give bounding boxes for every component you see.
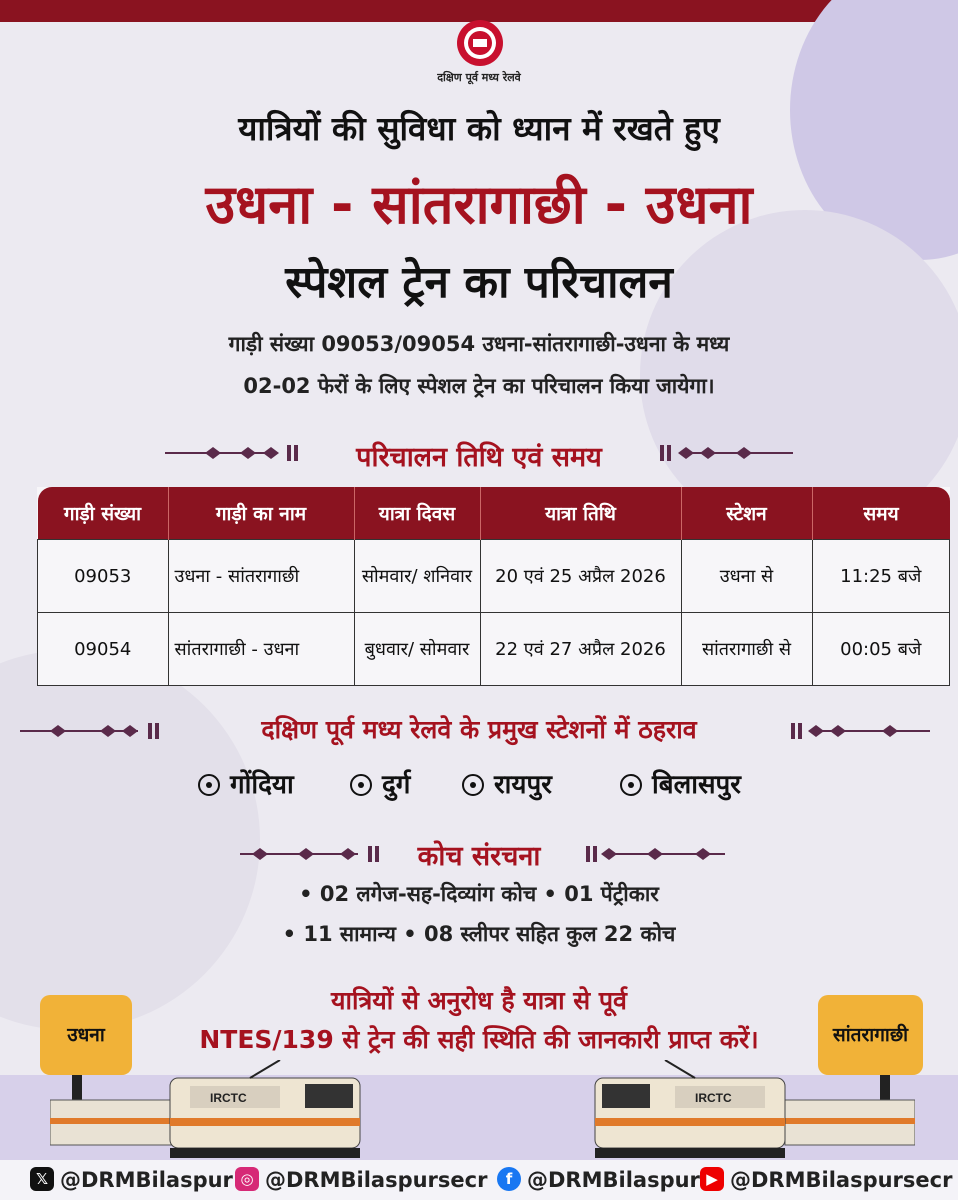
cell-station: सांतरागाछी से (681, 613, 812, 686)
cell-train-name: उधना - सांतरागाछी (168, 540, 354, 613)
list-item (620, 765, 741, 801)
cell-train-no: 09053 (38, 540, 169, 613)
ornament-right-icon (585, 846, 725, 862)
social-footer (0, 1160, 958, 1200)
cell-train-name: सांतरागाछी - उधना (168, 613, 354, 686)
x-icon: 𝕏 (30, 1167, 54, 1191)
table-row (38, 613, 950, 686)
table-row (38, 540, 950, 613)
cell-train-no: 09054 (38, 613, 169, 686)
x-handle: @DRMBilaspur (60, 1168, 233, 1192)
route-title: उधना - सांतरागाछी - उधना (205, 173, 753, 236)
facebook-icon: f (497, 1167, 521, 1191)
circle-bullet-icon (198, 774, 220, 796)
train-label: IRCTC (210, 1091, 247, 1105)
station-name: रायपुर (494, 770, 552, 800)
coach-line-2: • 11 सामान्य • 08 स्लीपर सहित कुल 22 कोच (282, 922, 676, 946)
header-travel-date: यात्रा तिथि (480, 487, 681, 540)
cell-travel-date: 20 एवं 25 अप्रैल 2026 (480, 540, 681, 613)
table-header-row (38, 487, 950, 540)
cell-time: 11:25 बजे (812, 540, 950, 613)
youtube-handle-link[interactable] (700, 1168, 952, 1193)
youtube-icon: ▶ (700, 1167, 724, 1191)
cell-travel-day: सोमवार/ शनिवार (354, 540, 480, 613)
destination-station-sign: सांतरागाछी (818, 995, 923, 1075)
schedule-title: परिचालन तिथि एवं समय (356, 442, 602, 473)
header-station: स्टेशन (681, 487, 812, 540)
youtube-handle: @DRMBilaspursecr (730, 1168, 953, 1192)
station-name: बिलासपुर (652, 770, 741, 800)
cell-time: 00:05 बजे (812, 613, 950, 686)
instagram-icon: ◎ (235, 1167, 259, 1191)
station-name: गोंदिया (230, 770, 294, 800)
facebook-handle: @DRMBilaspur (527, 1168, 700, 1192)
cell-travel-date: 22 एवं 27 अप्रैल 2026 (480, 613, 681, 686)
list-item (350, 765, 410, 801)
request-line-2: NTES/139 से ट्रेन की सही स्थिति की जानकारी प्राप्त करें। (199, 1025, 759, 1054)
header-train-no: गाड़ी संख्या (38, 487, 169, 540)
train-locomotive-icon (585, 1060, 915, 1160)
description-line-2: 02-02 फेरों के लिए स्पेशल ट्रेन का परिचालन किया जायेगा। (243, 374, 715, 398)
train-locomotive-icon (50, 1060, 380, 1160)
railway-logo-icon (455, 18, 505, 68)
coach-line-1: • 02 लगेज-सह-दिव्यांग कोच • 01 पेंट्रीकार (299, 882, 659, 906)
special-train-title: स्पेशल ट्रेन का परिचालन (285, 257, 673, 308)
circle-bullet-icon (462, 774, 484, 796)
header-time: समय (812, 487, 950, 540)
header-train-name: गाड़ी का नाम (168, 487, 354, 540)
list-item (462, 765, 552, 801)
header-travel-day: यात्रा दिवस (354, 487, 480, 540)
instagram-handle: @DRMBilaspursecr (265, 1168, 488, 1192)
logo-text: दक्षिण पूर्व मध्य रेलवे (437, 71, 521, 84)
schedule-table (37, 487, 950, 686)
cell-travel-day: बुधवार/ सोमवार (354, 613, 480, 686)
intro-line: यात्रियों की सुविधा को ध्यान में रखते हुए (238, 109, 720, 148)
circle-bullet-icon (620, 774, 642, 796)
list-item (198, 765, 294, 801)
request-line-1: यात्रियों से अनुरोध है यात्रा से पूर्व (331, 986, 627, 1015)
station-name: दुर्ग (382, 770, 411, 800)
instagram-handle-link[interactable] (235, 1168, 487, 1193)
description-line-1: गाड़ी संख्या 09053/09054 उधना-सांतरागाछी-उधना के मध्य (228, 332, 730, 356)
x-handle-link[interactable] (30, 1168, 233, 1193)
ornament-right-icon (790, 723, 930, 739)
cell-station: उधना से (681, 540, 812, 613)
ornament-right-icon (658, 445, 793, 461)
circle-bullet-icon (350, 774, 372, 796)
stoppage-title: दक्षिण पूर्व मध्य रेलवे के प्रमुख स्टेशनों में ठहराव (261, 715, 697, 744)
train-label: IRCTC (695, 1091, 732, 1105)
origin-station-sign: उधना (40, 995, 132, 1075)
coach-title: कोच संरचना (417, 841, 541, 872)
facebook-handle-link[interactable] (497, 1168, 700, 1193)
